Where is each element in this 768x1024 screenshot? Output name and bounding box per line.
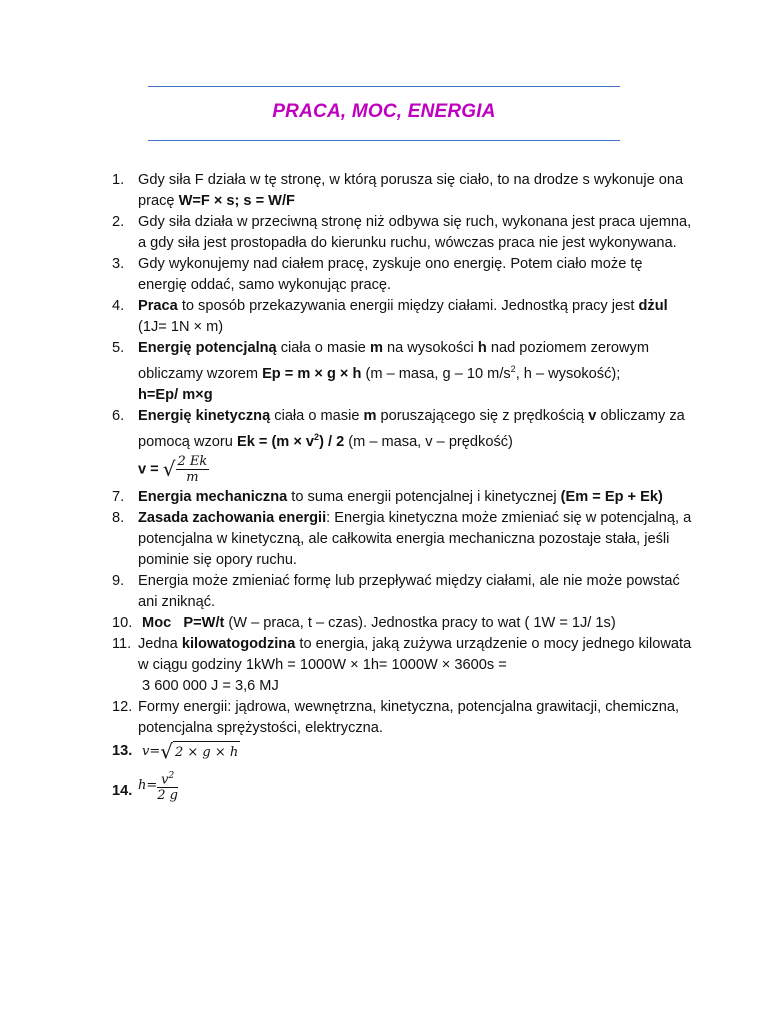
list-item-11 <box>112 634 692 697</box>
item-text: , h – wysokość); <box>515 365 621 382</box>
item-text: Gdy siła F działa w tę stronę, w którą porusza się ciało, to na drodze s wykonuje ona pracę <box>138 172 684 209</box>
item-text: Formy energii: jądrowa, wewnętrzna, kinetyczna, potencjalna grawitacji, chemiczna, potencjalna sprężystości, elektryczna. <box>138 698 680 736</box>
item-text: (1J= 1N × m) <box>138 319 224 335</box>
item-text: to suma energii potencjalnej i kinetycznej <box>287 488 561 505</box>
item-text: obliczamy za pomocą wzoru <box>138 407 685 450</box>
item-text: nad poziomem zerowym obliczamy wzorem <box>138 340 649 382</box>
term-dzul: dżul <box>638 298 668 314</box>
list-item-4 <box>112 296 692 338</box>
numerator: 2 Ek <box>177 453 208 469</box>
formula-power: P=W/t <box>171 614 225 631</box>
formula-velocity <box>138 454 692 485</box>
radicand: 2 × g × h <box>173 741 240 763</box>
list-item-1 <box>112 170 692 212</box>
item-number: 10. <box>112 614 133 631</box>
superscript: 2 <box>314 431 320 442</box>
item-text: 3 600 000 J = 3,6 MJ <box>138 677 279 694</box>
formula-work: W=F × s; s = W/F <box>178 193 295 209</box>
term-kilowatogodzina: kilowatogodzina <box>181 635 296 652</box>
item-number: 5. <box>112 340 125 356</box>
list-item-5 <box>112 338 692 406</box>
var-h: h <box>477 340 487 356</box>
numerator <box>157 769 178 788</box>
top-rule <box>148 86 620 87</box>
list-item-8 <box>112 508 692 571</box>
square-root <box>160 741 240 763</box>
list-item-7 <box>112 487 692 508</box>
item-number: 11. <box>112 635 132 652</box>
var-m: m <box>363 407 377 424</box>
formula-velocity-drop <box>138 739 240 764</box>
item-number: 6. <box>112 407 125 424</box>
term-energia-kinetyczna: Energię kinetyczną <box>138 407 271 424</box>
item-text: : Energia kinetyczna może zmieniać się w potencjalną, a potencjalna w kinetyczną, ale całkowita energia mechaniczna pozostaje stała, jeśli pominie się opory ruchu. <box>138 509 692 568</box>
denominator: 2 g <box>157 788 178 804</box>
fraction <box>176 454 210 485</box>
term-energia-potencjalna: Energię potencjalną <box>138 340 277 356</box>
bottom-rule <box>148 140 620 141</box>
item-text: ciała o masie <box>270 407 364 424</box>
item-text: to sposób przekazywania energii między ciałami. Jednostką pracy jest <box>177 298 639 314</box>
formula-lhs: v= <box>142 744 161 760</box>
term-zasada-zachowania: Zasada zachowania energii <box>138 509 327 526</box>
list-item-12 <box>112 697 692 739</box>
formula-lhs: v = <box>138 461 159 478</box>
fraction <box>157 769 178 803</box>
term-praca: Praca <box>138 298 178 314</box>
item-number: 8. <box>112 509 125 526</box>
item-text: (W – praca, t – czas). Jednostka pracy to wat ( 1W = 1J/ 1s) <box>224 614 616 631</box>
item-text: (m – masa, g – 10 m/s <box>361 365 511 382</box>
item-text: ciała o masie <box>276 340 370 356</box>
item-number: 7. <box>112 488 125 505</box>
numerator-base: v <box>161 772 169 788</box>
formula-ek: Ek = (m × v <box>236 433 315 450</box>
list-item-9 <box>112 571 692 613</box>
item-text: na wysokości <box>382 340 478 356</box>
square-root <box>163 454 210 485</box>
radical-sign-icon: √ <box>162 456 176 481</box>
item-number: 3. <box>112 256 125 272</box>
superscript: 2 <box>168 770 175 781</box>
formula-height <box>138 770 178 804</box>
item-number: 4. <box>112 298 125 314</box>
item-number: 1. <box>112 172 125 188</box>
formula-ep: Ep = m × g × h <box>262 365 362 382</box>
item-text: (m – masa, v – prędkość) <box>344 433 513 450</box>
item-number: 12. <box>112 698 133 715</box>
formula-h: h=Ep/ m×g <box>138 386 213 403</box>
denominator: m <box>186 469 199 485</box>
item-text: Energia może zmieniać formę lub przepływać między ciałami, ale nie może powstać ani zniknąć. <box>138 572 680 610</box>
page-title: PRACA, MOC, ENERGIA <box>272 101 496 122</box>
var-v: v <box>588 407 597 424</box>
list-item-13 <box>112 741 692 763</box>
item-number: 13. <box>112 742 133 759</box>
term-moc: Moc <box>138 614 172 631</box>
list-item-10 <box>112 613 692 634</box>
list-item-2 <box>112 212 692 254</box>
item-text: Jedna <box>138 635 182 652</box>
item-text: to energia, jaką zużywa urządzenie o mocy jednego kilowata w ciągu godziny 1kWh = 1000W × 1h= 1000W × 3600s = <box>138 635 692 673</box>
superscript: 2 <box>510 364 516 374</box>
formula-em: (Em = Ep + Ek) <box>560 488 663 505</box>
list-item-6 <box>112 406 692 485</box>
var-m: m <box>369 340 383 356</box>
radical-sign-icon: √ <box>160 739 173 764</box>
numbered-list <box>112 170 692 803</box>
item-text: poruszającego się z prędkością <box>376 407 589 424</box>
term-energia-mechaniczna: Energia mechaniczna <box>138 488 288 505</box>
item-text: Gdy wykonujemy nad ciałem pracę, zyskuje ono energię. Potem ciało może tę energię oddać, samo wykonując pracę. <box>138 256 643 293</box>
list-item-14 <box>112 769 692 803</box>
formula-ek-end: ) / 2 <box>319 433 345 450</box>
list-item-3 <box>112 254 692 296</box>
item-number: 9. <box>112 572 125 589</box>
formula-lhs: h= <box>138 778 158 794</box>
item-number: 14. <box>112 782 133 799</box>
item-text: Gdy siła działa w przeciwną stronę niż odbywa się ruch, wykonana jest praca ujemna, a gdy siła jest prostopadła do kierunku ruchu, wówczas praca nie jest wykonywana. <box>138 214 692 251</box>
item-number: 2. <box>112 214 125 230</box>
